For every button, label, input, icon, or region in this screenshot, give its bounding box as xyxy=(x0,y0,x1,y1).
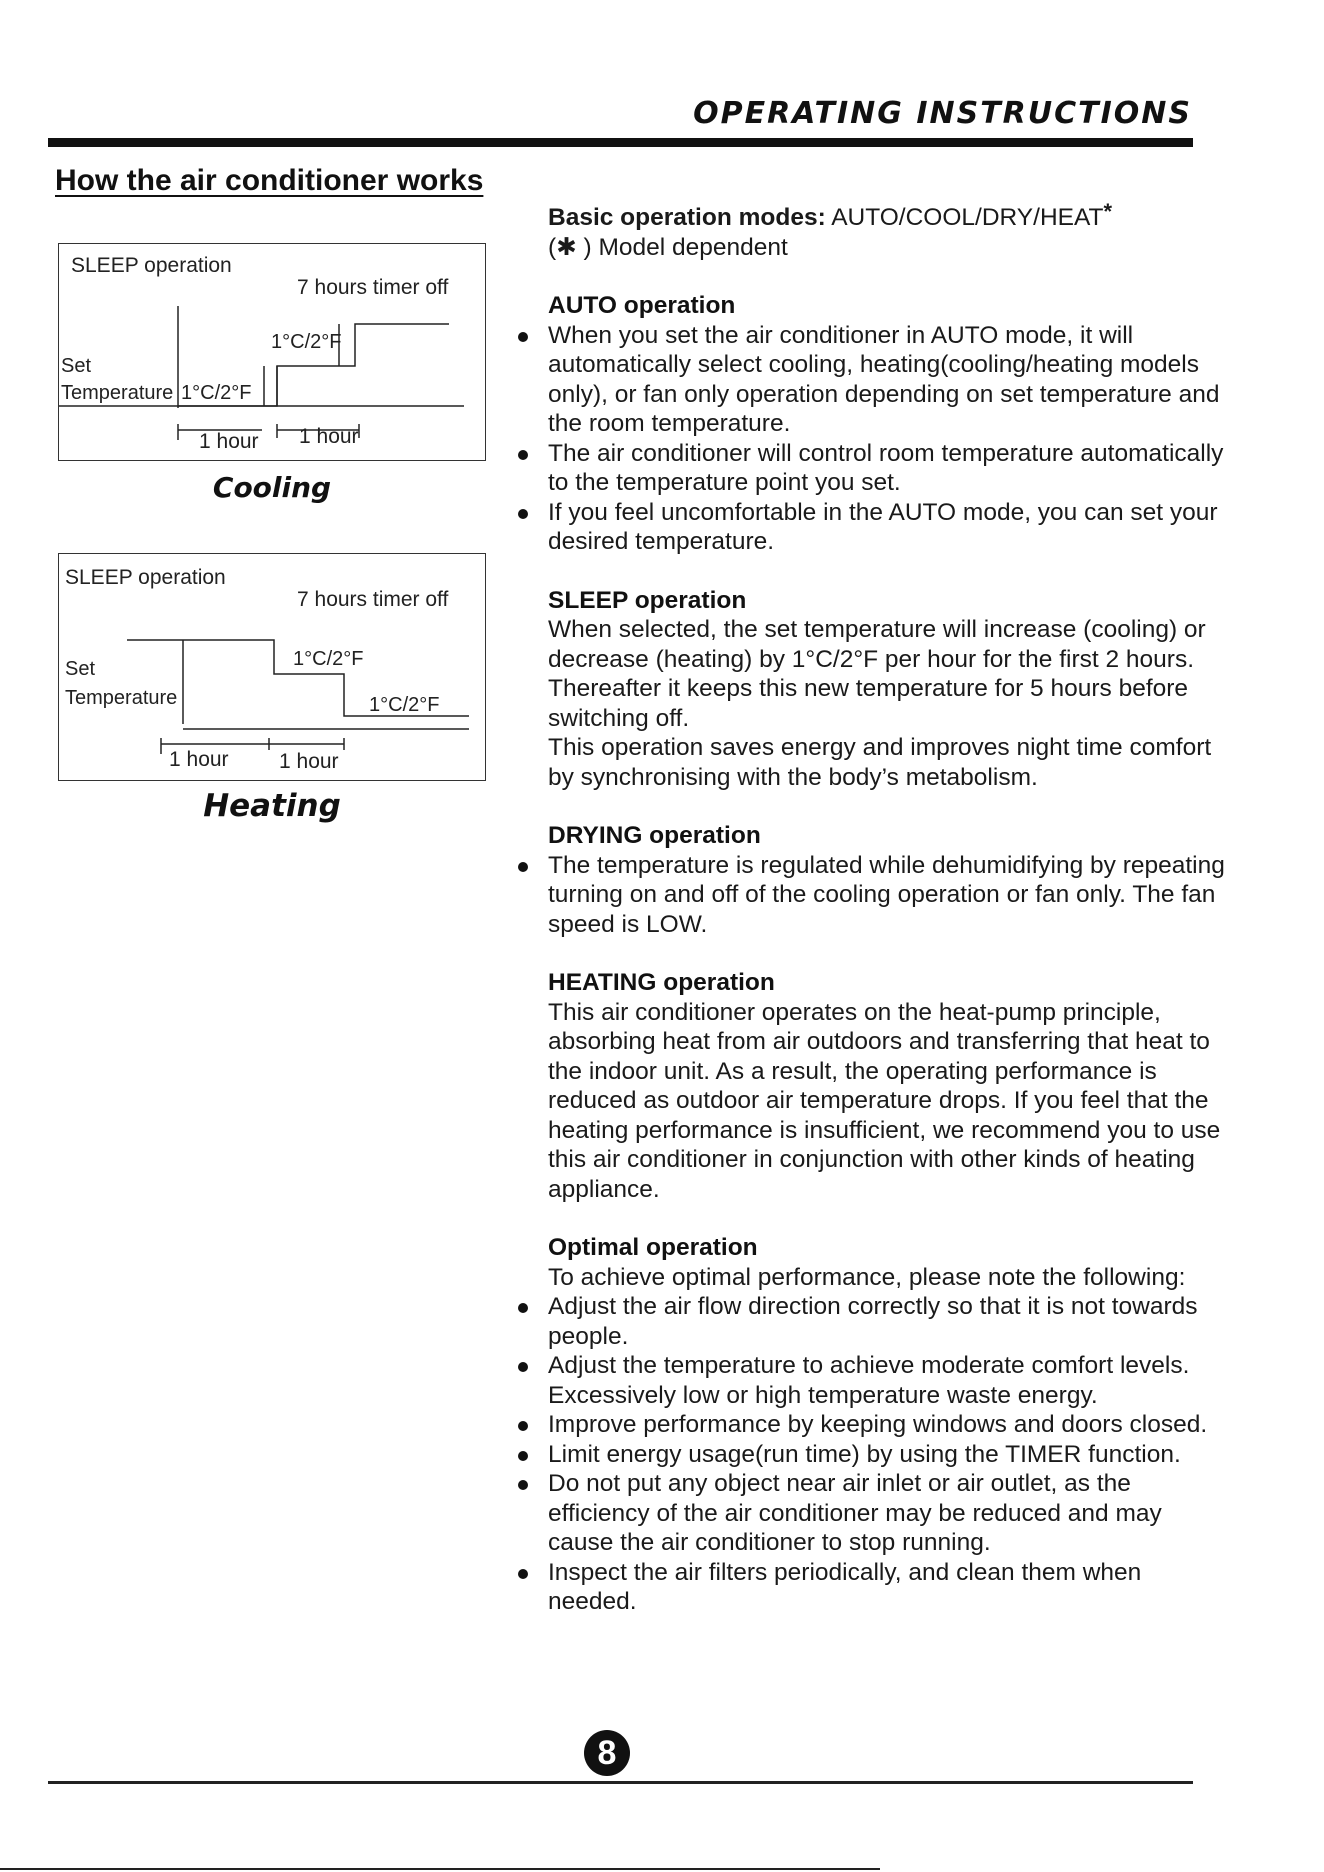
bottom-edge-line xyxy=(0,1868,880,1870)
auto-bullets xyxy=(548,321,1228,557)
sleep-paragraph-2: This operation saves energy and improves night time comfort by synchronising with the body’s metabolism. xyxy=(548,734,1212,791)
heating-paragraph: This air conditioner operates on the heat-pump principle, absorbing heat from air outdoors and transferring that heat to the indoor unit. As a result, the operating performance is reduced as outdoor air temperature drops. If you feel that the heating performance is insufficient, we recommend you to use this air conditioner in conjunction with other kinds of heating appliance. xyxy=(548,998,1221,1203)
list-item: Inspect the air filters periodically, and clean them when needed. xyxy=(548,1558,1228,1617)
list-item: If you feel uncomfortable in the AUTO mode, you can set your desired temperature. xyxy=(548,498,1228,557)
optimal-intro: To achieve optimal performance, please note the following: xyxy=(548,1263,1186,1291)
cooling-temperature-label: Temperature xyxy=(61,382,174,404)
list-item: Do not put any object near air inlet or air outlet, as the efficiency of the air conditioner may be reduced and may cause the air conditioner to stop running. xyxy=(548,1469,1228,1558)
section-title: How the air conditioner works xyxy=(55,164,484,197)
heating-temperature-label: Temperature xyxy=(65,687,178,709)
cooling-hour-label-1: 1 hour xyxy=(199,430,259,453)
list-item: The temperature is regulated while dehumidifying by repeating turning on and off of the cooling operation or fan only. The fan speed is LOW. xyxy=(548,851,1228,940)
page-number: 8 xyxy=(584,1730,630,1776)
heating-caption: Heating xyxy=(203,788,341,824)
list-item: Improve performance by keeping windows and doors closed. xyxy=(548,1410,1228,1440)
optimal-heading: Optimal operation xyxy=(548,1234,758,1261)
drying-section xyxy=(548,821,1228,939)
heating-diagram xyxy=(58,553,486,781)
cooling-step-label-1: 1°C/2°F xyxy=(181,382,252,404)
cooling-caption: Cooling xyxy=(212,471,332,504)
list-item: Adjust the temperature to achieve moderate comfort levels. Excessively low or high temperature waste energy. xyxy=(548,1351,1228,1410)
cooling-diagram-svg xyxy=(59,244,484,459)
heating-section xyxy=(548,968,1228,1204)
cooling-diagram xyxy=(58,243,486,461)
list-item: Adjust the air flow direction correctly so that it is not towards people. xyxy=(548,1292,1228,1351)
basic-modes-label: Basic operation modes: xyxy=(548,204,826,231)
list-item: Limit energy usage(run time) by using the TIMER function. xyxy=(548,1440,1228,1470)
cooling-timer-label: 7 hours timer off xyxy=(297,276,449,299)
cooling-step-label-2: 1°C/2°F xyxy=(271,331,342,353)
heating-hour-label-2: 1 hour xyxy=(279,750,339,773)
auto-heading: AUTO operation xyxy=(548,292,736,319)
list-item: The air conditioner will control room temperature automatically to the temperature point you set. xyxy=(548,439,1228,498)
basic-modes-asterisk: * xyxy=(1103,199,1113,224)
list-item: When you set the air conditioner in AUTO mode, it will automatically select cooling, heating(cooling/heating models only), or fan only operation depending on set temperature and the room temperature. xyxy=(548,321,1228,439)
optimal-bullets xyxy=(548,1292,1228,1617)
optimal-section xyxy=(548,1233,1228,1617)
top-rule xyxy=(48,138,1193,147)
basic-modes-value: AUTO/COOL/DRY/HEAT xyxy=(825,204,1104,231)
basic-modes xyxy=(548,199,1228,262)
heating-diagram-svg xyxy=(59,554,484,779)
heating-step-label-2: 1°C/2°F xyxy=(369,694,440,716)
heating-heading: HEATING operation xyxy=(548,969,775,996)
cooling-diagram-title: SLEEP operation xyxy=(71,254,232,277)
heating-set-label: Set xyxy=(65,658,96,680)
drying-bullets xyxy=(548,851,1228,940)
header-title: OPERATING INSTRUCTIONS xyxy=(693,96,1192,131)
auto-section xyxy=(548,291,1228,557)
heating-diagram-title: SLEEP operation xyxy=(65,566,226,589)
cooling-set-label: Set xyxy=(61,355,92,377)
heating-timer-label: 7 hours timer off xyxy=(297,588,449,611)
sleep-section xyxy=(548,586,1228,793)
sleep-paragraph-1: When selected, the set temperature will increase (cooling) or decrease (heating) by 1°C/2°F per hour for the first 2 hours. Thereafter it keeps this new temperature for 5 hours before switching off. xyxy=(548,616,1206,732)
basic-modes-note: (✱ ) Model dependent xyxy=(548,233,788,261)
sleep-heading: SLEEP operation xyxy=(548,586,747,614)
cooling-graph-lines xyxy=(59,306,464,440)
bottom-rule xyxy=(48,1781,1193,1784)
instructions-column xyxy=(548,199,1228,1646)
cooling-hour-label-2: 1 hour xyxy=(299,425,359,448)
heating-step-label-1: 1°C/2°F xyxy=(293,648,364,670)
heating-hour-label-1: 1 hour xyxy=(169,748,229,771)
drying-heading: DRYING operation xyxy=(548,822,761,849)
